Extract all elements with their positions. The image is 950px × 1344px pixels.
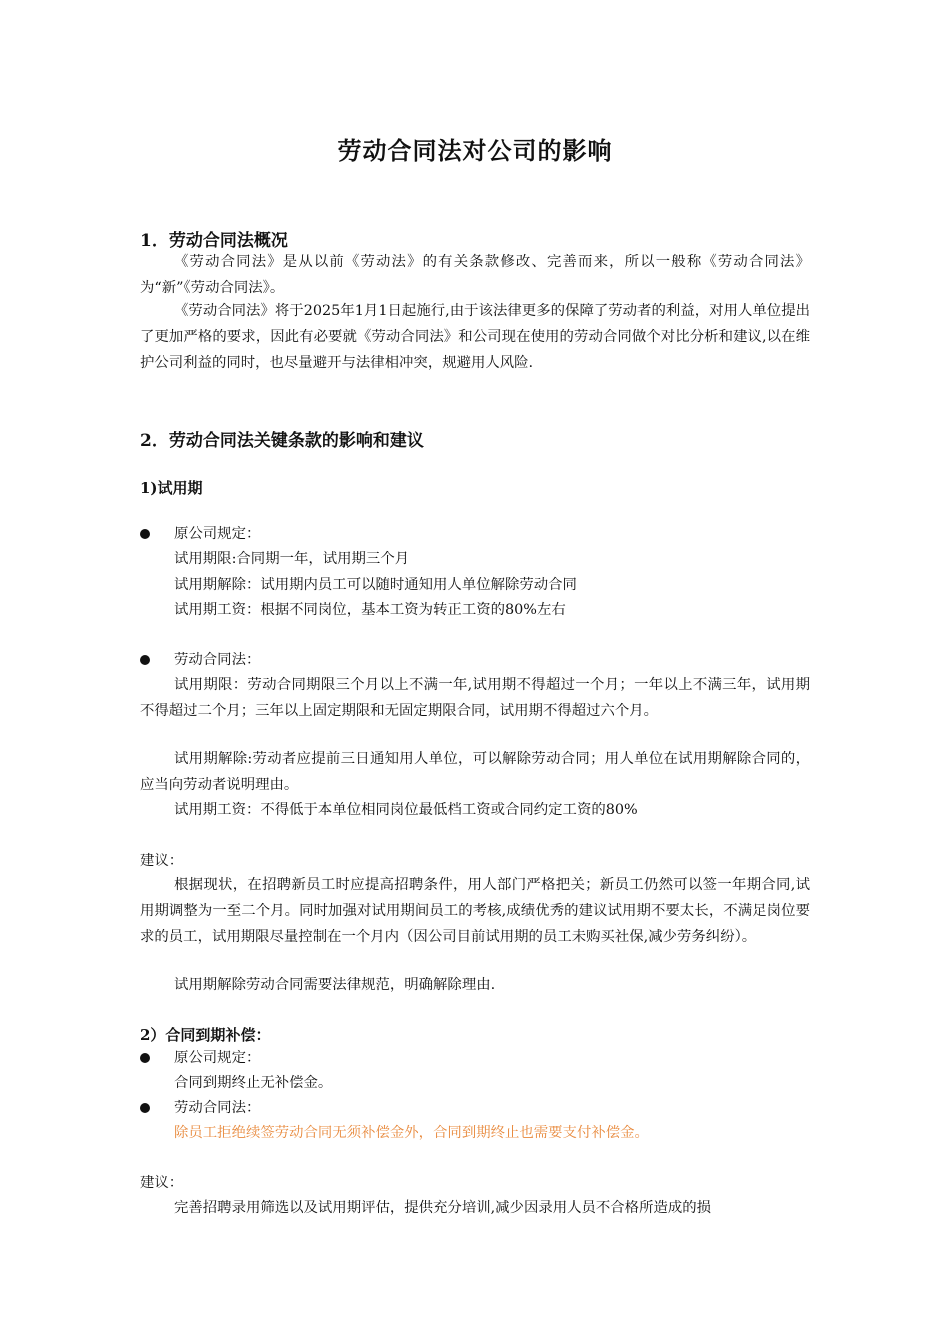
compensation-old-label: 原公司规定： xyxy=(174,1050,261,1066)
probation-old-line: 试用期解除：试用期内员工可以随时通知用人单位解除劳动合同 xyxy=(174,577,577,593)
section1-heading: 1．劳动合同法概况 xyxy=(140,231,288,251)
bullet-icon xyxy=(140,1053,150,1063)
probation-law-label: 劳动合同法： xyxy=(174,652,261,668)
probation-old-line: 试用期限:合同期一年，试用期三个月 xyxy=(174,551,410,567)
probation-advice-label: 建议： xyxy=(140,853,184,869)
probation-heading: 1)试用期 xyxy=(140,479,203,497)
bullet-icon xyxy=(140,655,150,665)
section1-paragraph-1: 《劳动合同法》是从以前《劳动法》的有关条款修改、完善而来，所以一般称《劳动合同法》为“新”《劳动合同法》。 xyxy=(140,254,810,296)
compensation-law-line: 除员工拒绝续签劳动合同无须补偿金外，合同到期终止也需要支付补偿金。 xyxy=(174,1125,649,1141)
compensation-old-line: 合同到期终止无补偿金。 xyxy=(174,1075,333,1091)
bullet-icon xyxy=(140,1103,150,1113)
compensation-law-label: 劳动合同法： xyxy=(174,1100,261,1116)
section1-paragraph-2: 《劳动合同法》将于2025年1月1日起施行,由于该法律更多的保障了劳动者的利益，对用人单位提出了更加严格的要求，因此有必要就《劳动合同法》和公司现在使用的劳动合同做个对比分析和建议,以在维护公司利益的同时，也尽量避开与法律相冲突，规避用人风险. xyxy=(140,303,810,371)
page-title: 劳动合同法对公司的影响 xyxy=(337,136,613,165)
section2-heading: 2．劳动合同法关键条款的影响和建议 xyxy=(140,431,424,451)
probation-law-paragraph-2: 试用期解除:劳动者应提前三日通知用人单位，可以解除劳动合同；用人单位在试用期解除合同的，应当向劳动者说明理由。 xyxy=(140,751,810,793)
probation-old-line: 试用期工资：根据不同岗位，基本工资为转正工资的80%左右 xyxy=(174,602,566,618)
probation-advice-paragraph-2: 试用期解除劳动合同需要法律规范，明确解除理由. xyxy=(174,977,496,993)
bullet-icon xyxy=(140,529,150,539)
probation-advice-paragraph-1: 根据现状，在招聘新员工时应提高招聘条件，用人部门严格把关；新员工仍然可以签一年期合同,试用期调整为一至二个月。同时加强对试用期间员工的考核,成绩优秀的建议试用期不要太长，不满足岗位要求的员工，试用期限尽量控制在一个月内（因公司目前试用期的员工未购买社保,减少劳务纠纷）。 xyxy=(140,877,810,945)
compensation-advice-label: 建议： xyxy=(140,1175,184,1191)
probation-law-paragraph-3: 试用期工资：不得低于本单位相同岗位最低档工资或合同约定工资的80% xyxy=(174,802,638,818)
compensation-advice-line: 完善招聘录用筛选以及试用期评估，提供充分培训,减少因录用人员不合格所造成的损 xyxy=(174,1200,712,1216)
probation-old-label: 原公司规定： xyxy=(174,526,261,542)
compensation-heading: 2）合同到期补偿： xyxy=(140,1026,271,1044)
probation-law-paragraph-1: 试用期限：劳动合同期限三个月以上不满一年,试用期不得超过一个月；一年以上不满三年，试用期不得超过二个月；三年以上固定期限和无固定期限合同，试用期不得超过六个月。 xyxy=(140,677,810,719)
